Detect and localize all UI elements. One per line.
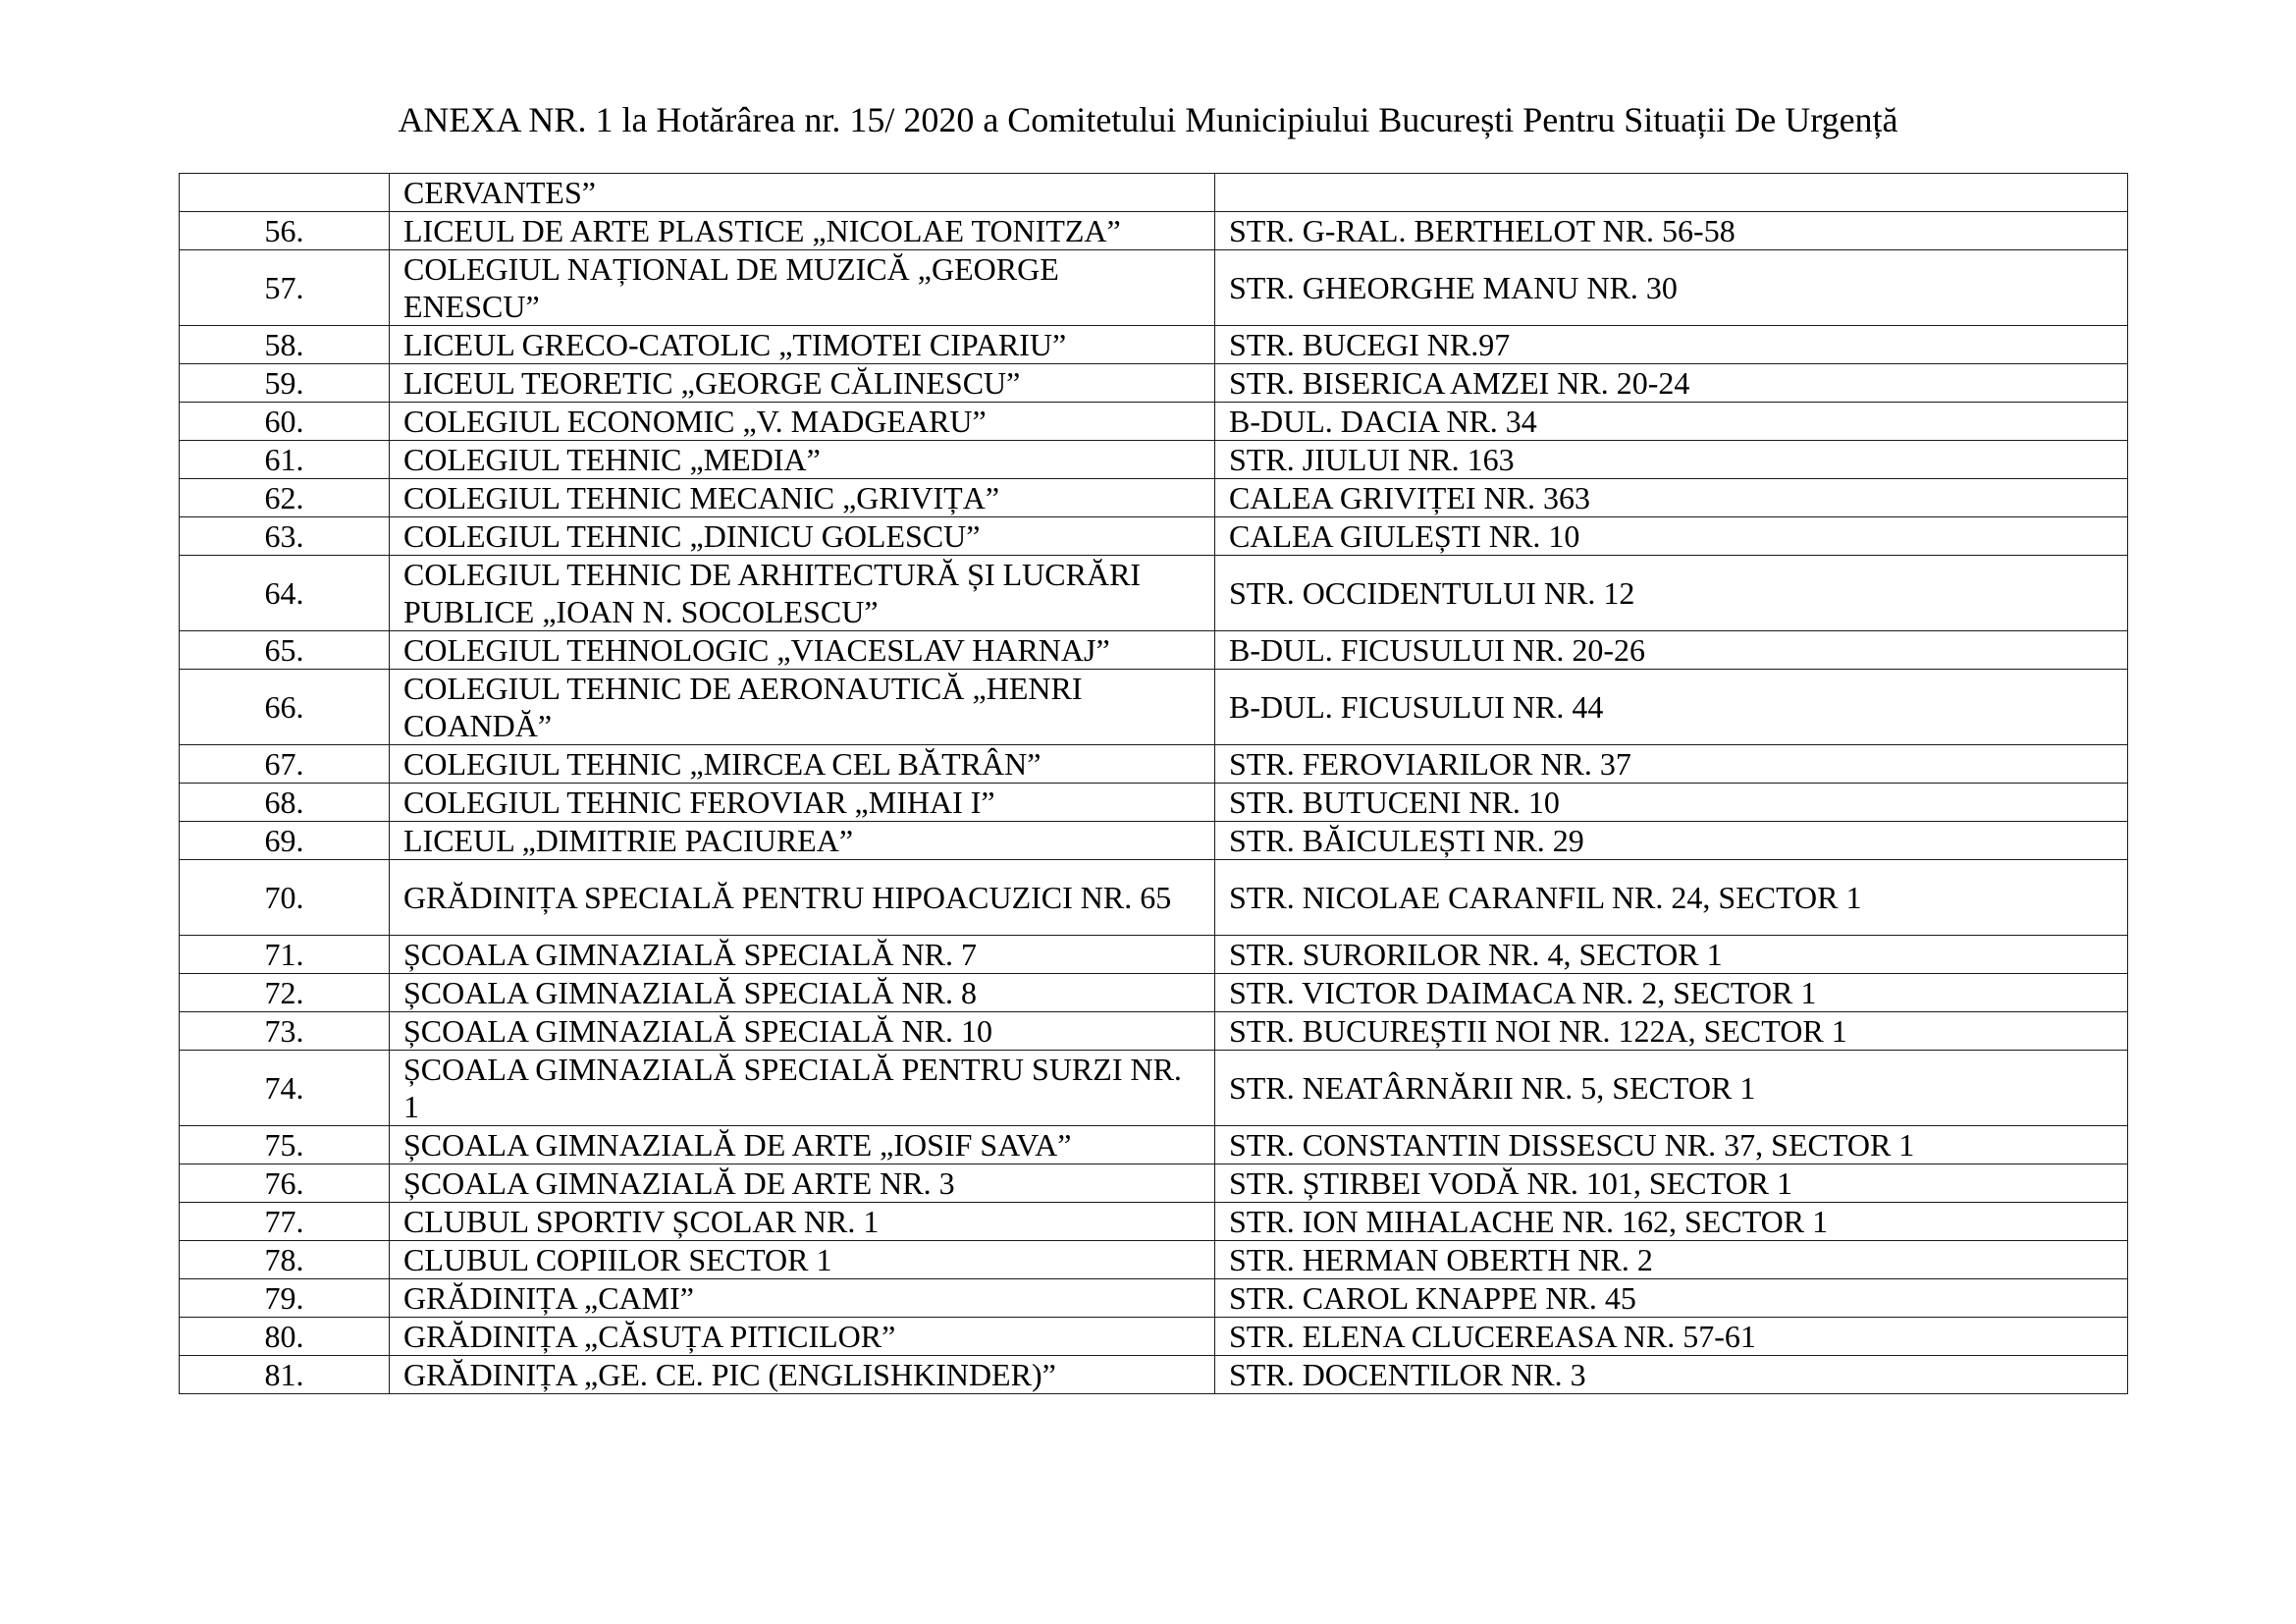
row-number: 67. (180, 745, 390, 784)
row-number: 65. (180, 631, 390, 670)
table-row (180, 745, 2128, 784)
institution-address: STR. BUCUREȘTII NOI NR. 122A, SECTOR 1 (1215, 1012, 2128, 1051)
institution-address: STR. NEATÂRNĂRII NR. 5, SECTOR 1 (1215, 1051, 2128, 1126)
row-number: 79. (180, 1279, 390, 1318)
row-number: 57. (180, 250, 390, 326)
row-number: 64. (180, 556, 390, 631)
institution-address: STR. CAROL KNAPPE NR. 45 (1215, 1279, 2128, 1318)
institution-name: COLEGIUL TEHNIC „DINICU GOLESCU” (390, 517, 1215, 556)
row-number: 76. (180, 1164, 390, 1203)
institution-name: LICEUL GRECO-CATOLIC „TIMOTEI CIPARIU” (390, 326, 1215, 364)
page-title: ANEXA NR. 1 la Hotărârea nr. 15/ 2020 a Comitetului Municipiului București Pentru Situații De Urgență (398, 100, 1898, 139)
institution-name: LICEUL DE ARTE PLASTICE „NICOLAE TONITZA” (390, 212, 1215, 250)
row-number: 80. (180, 1318, 390, 1356)
table-row (180, 479, 2128, 517)
institution-address: STR. BĂICULEȘTI NR. 29 (1215, 822, 2128, 860)
institution-address: STR. ȘTIRBEI VODĂ NR. 101, SECTOR 1 (1215, 1164, 2128, 1203)
institution-address: STR. SURORILOR NR. 4, SECTOR 1 (1215, 936, 2128, 974)
institution-address: B-DUL. FICUSULUI NR. 20-26 (1215, 631, 2128, 670)
row-number: 60. (180, 403, 390, 441)
row-number: 58. (180, 326, 390, 364)
table-row (180, 860, 2128, 936)
table-row (180, 1356, 2128, 1394)
institution-name: ȘCOALA GIMNAZIALĂ SPECIALĂ PENTRU SURZI NR. 1 (390, 1051, 1215, 1126)
institution-name: COLEGIUL TEHNIC DE AERONAUTICĂ „HENRI COANDĂ” (390, 670, 1215, 745)
institution-address: STR. ELENA CLUCEREASA NR. 57-61 (1215, 1318, 2128, 1356)
institution-name: COLEGIUL TEHNIC „MIRCEA CEL BĂTRÂN” (390, 745, 1215, 784)
institution-address: CALEA GIULEȘTI NR. 10 (1215, 517, 2128, 556)
institution-address: STR. OCCIDENTULUI NR. 12 (1215, 556, 2128, 631)
institution-address: STR. VICTOR DAIMACA NR. 2, SECTOR 1 (1215, 974, 2128, 1012)
table-row (180, 974, 2128, 1012)
table-row (180, 1279, 2128, 1318)
institution-name: COLEGIUL TEHNIC DE ARHITECTURĂ ȘI LUCRĂRI PUBLICE „IOAN N. SOCOLESCU” (390, 556, 1215, 631)
institution-name: COLEGIUL TEHNIC MECANIC „GRIVIȚA” (390, 479, 1215, 517)
row-number: 69. (180, 822, 390, 860)
row-number: 61. (180, 441, 390, 479)
institution-name: ȘCOALA GIMNAZIALĂ SPECIALĂ NR. 7 (390, 936, 1215, 974)
institution-address: B-DUL. DACIA NR. 34 (1215, 403, 2128, 441)
table-row (180, 174, 2128, 212)
row-number: 71. (180, 936, 390, 974)
institution-address: STR. NICOLAE CARANFIL NR. 24, SECTOR 1 (1215, 860, 2128, 936)
table-row (180, 936, 2128, 974)
institution-address: STR. CONSTANTIN DISSESCU NR. 37, SECTOR 1 (1215, 1126, 2128, 1164)
institutions-table (179, 173, 2128, 1394)
institution-address: STR. BISERICA AMZEI NR. 20-24 (1215, 364, 2128, 403)
table-row (180, 1203, 2128, 1241)
institution-name: CLUBUL SPORTIV ȘCOLAR NR. 1 (390, 1203, 1215, 1241)
institution-name: COLEGIUL ECONOMIC „V. MADGEARU” (390, 403, 1215, 441)
row-number: 78. (180, 1241, 390, 1279)
table-row (180, 1126, 2128, 1164)
row-number: 62. (180, 479, 390, 517)
row-number: 68. (180, 784, 390, 822)
institution-name: GRĂDINIȚA „GE. CE. PIC (ENGLISHKINDER)” (390, 1356, 1215, 1394)
row-number: 81. (180, 1356, 390, 1394)
institution-address: STR. G-RAL. BERTHELOT NR. 56-58 (1215, 212, 2128, 250)
table-row (180, 822, 2128, 860)
row-number: 77. (180, 1203, 390, 1241)
table-row (180, 326, 2128, 364)
table-row (180, 556, 2128, 631)
institution-name: ȘCOALA GIMNAZIALĂ SPECIALĂ NR. 10 (390, 1012, 1215, 1051)
institution-name: CLUBUL COPIILOR SECTOR 1 (390, 1241, 1215, 1279)
table-row (180, 250, 2128, 326)
institution-address (1215, 174, 2128, 212)
institution-name: ȘCOALA GIMNAZIALĂ DE ARTE „IOSIF SAVA” (390, 1126, 1215, 1164)
row-number: 70. (180, 860, 390, 936)
institution-address: STR. HERMAN OBERTH NR. 2 (1215, 1241, 2128, 1279)
institution-name: GRĂDINIȚA SPECIALĂ PENTRU HIPOACUZICI NR. 65 (390, 860, 1215, 936)
institution-address: STR. GHEORGHE MANU NR. 30 (1215, 250, 2128, 326)
institution-name: GRĂDINIȚA „CAMI” (390, 1279, 1215, 1318)
institution-address: STR. FEROVIARILOR NR. 37 (1215, 745, 2128, 784)
institution-name: COLEGIUL TEHNIC FEROVIAR „MIHAI I” (390, 784, 1215, 822)
table-row (180, 1012, 2128, 1051)
row-number: 59. (180, 364, 390, 403)
institution-name: ȘCOALA GIMNAZIALĂ DE ARTE NR. 3 (390, 1164, 1215, 1203)
institution-address: B-DUL. FICUSULUI NR. 44 (1215, 670, 2128, 745)
institution-name: CERVANTES” (390, 174, 1215, 212)
institution-address: STR. BUTUCENI NR. 10 (1215, 784, 2128, 822)
institution-address: STR. BUCEGI NR.97 (1215, 326, 2128, 364)
row-number: 56. (180, 212, 390, 250)
row-number: 63. (180, 517, 390, 556)
row-number: 74. (180, 1051, 390, 1126)
table-row (180, 403, 2128, 441)
table-row (180, 517, 2128, 556)
row-number: 72. (180, 974, 390, 1012)
institution-name: COLEGIUL NAȚIONAL DE MUZICĂ „GEORGE ENESCU” (390, 250, 1215, 326)
institution-address: STR. ION MIHALACHE NR. 162, SECTOR 1 (1215, 1203, 2128, 1241)
institution-address: STR. JIULUI NR. 163 (1215, 441, 2128, 479)
institution-name: COLEGIUL TEHNIC „MEDIA” (390, 441, 1215, 479)
institution-address: CALEA GRIVIȚEI NR. 363 (1215, 479, 2128, 517)
table-row (180, 631, 2128, 670)
table-row (180, 212, 2128, 250)
institution-name: LICEUL TEORETIC „GEORGE CĂLINESCU” (390, 364, 1215, 403)
row-number: 73. (180, 1012, 390, 1051)
table-row (180, 670, 2128, 745)
institution-address: STR. DOCENTILOR NR. 3 (1215, 1356, 2128, 1394)
table-row (180, 1051, 2128, 1126)
table-row (180, 441, 2128, 479)
row-number: 66. (180, 670, 390, 745)
row-number: 75. (180, 1126, 390, 1164)
table-row (180, 364, 2128, 403)
table-row (180, 1318, 2128, 1356)
table-row (180, 1164, 2128, 1203)
table-row (180, 784, 2128, 822)
table-row (180, 1241, 2128, 1279)
row-number (180, 174, 390, 212)
institution-name: GRĂDINIȚA „CĂSUȚA PITICILOR” (390, 1318, 1215, 1356)
institution-name: LICEUL „DIMITRIE PACIUREA” (390, 822, 1215, 860)
institution-name: COLEGIUL TEHNOLOGIC „VIACESLAV HARNAJ” (390, 631, 1215, 670)
institution-name: ȘCOALA GIMNAZIALĂ SPECIALĂ NR. 8 (390, 974, 1215, 1012)
